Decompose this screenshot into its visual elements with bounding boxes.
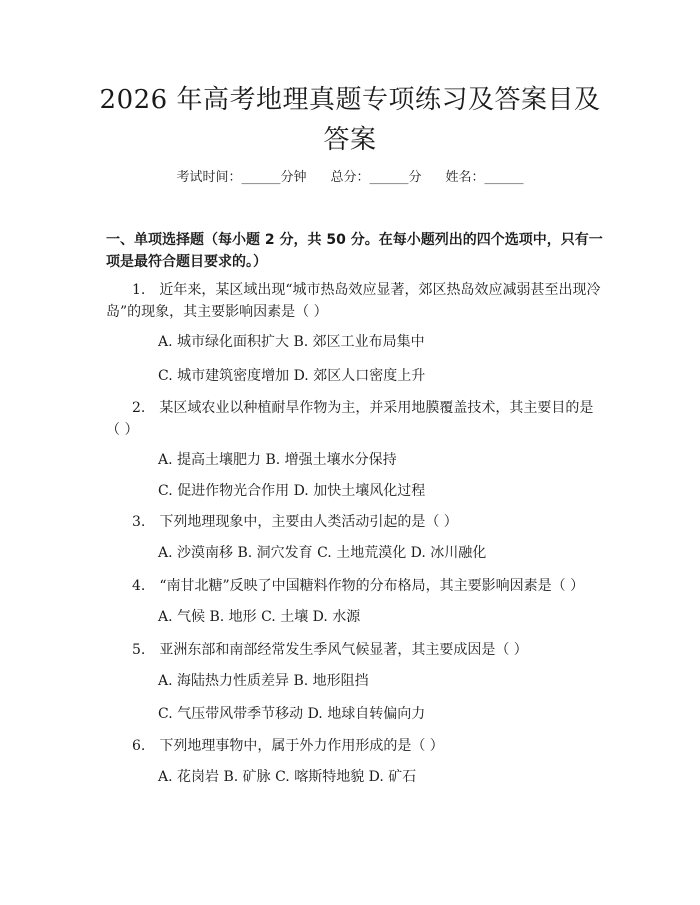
section-heading: 一、单项选择题（每小题 2 分，共 50 分。在每小题列出的四个选项中，只有一项是最符合题目要求的。） (106, 232, 603, 270)
total-score-field: 总分：______分 (330, 170, 422, 185)
question-stem-2: 2. 某区域农业以种植耐旱作物为主，并采用地膜覆盖技术，其主要目的是（ ） (106, 400, 594, 438)
question-options-2a: A. 提高土壤肥力 B. 增强土壤水分保持 (158, 452, 397, 468)
page-title: 2026 年高考地理真题专项练习及答案目及答案 (99, 85, 601, 155)
student-name-field: 姓名：______ (445, 170, 524, 185)
question-options-1b: C. 城市建筑密度增加 D. 郊区人口密度上升 (158, 368, 426, 384)
exam-info-line (0, 168, 700, 188)
question-options-2b: C. 促进作物光合作用 D. 加快土壤风化过程 (158, 483, 426, 499)
question-options-6a: A. 花岗岩 B. 矿脉 C. 喀斯特地貌 D. 矿石 (158, 769, 417, 785)
question-options-5b: C. 气压带风带季节移动 D. 地球自转偏向力 (158, 706, 426, 722)
question-options-3a: A. 沙漠南移 B. 洞穴发育 C. 土地荒漠化 D. 冰川融化 (158, 545, 487, 561)
question-stem-6: 6. 下列地理事物中，属于外力作用形成的是（ ） (132, 738, 444, 754)
question-options-4a: A. 气候 B. 地形 C. 土壤 D. 水源 (158, 609, 361, 625)
question-stem-3: 3. 下列地理现象中，主要由人类活动引起的是（ ） (132, 514, 458, 530)
question-stem-5: 5. 亚洲东部和南部经常发生季风气候显著，其主要成因是（ ） (132, 642, 528, 658)
question-options-1a: A. 城市绿化面积扩大 B. 郊区工业布局集中 (158, 334, 425, 350)
question-options-5a: A. 海陆热力性质差异 B. 地形阻挡 (158, 673, 369, 689)
question-stem-1: 1. 近年来，某区域出现“城市热岛效应显著，郊区热岛效应减弱甚至出现冷岛”的现象，其主要影响因素是（ ） (106, 282, 601, 320)
exam-time-field: 考试时间：______分钟 (176, 170, 307, 185)
question-stem-4: 4. “南甘北糖”反映了中国糖料作物的分布格局，其主要影响因素是（ ） (132, 578, 585, 594)
